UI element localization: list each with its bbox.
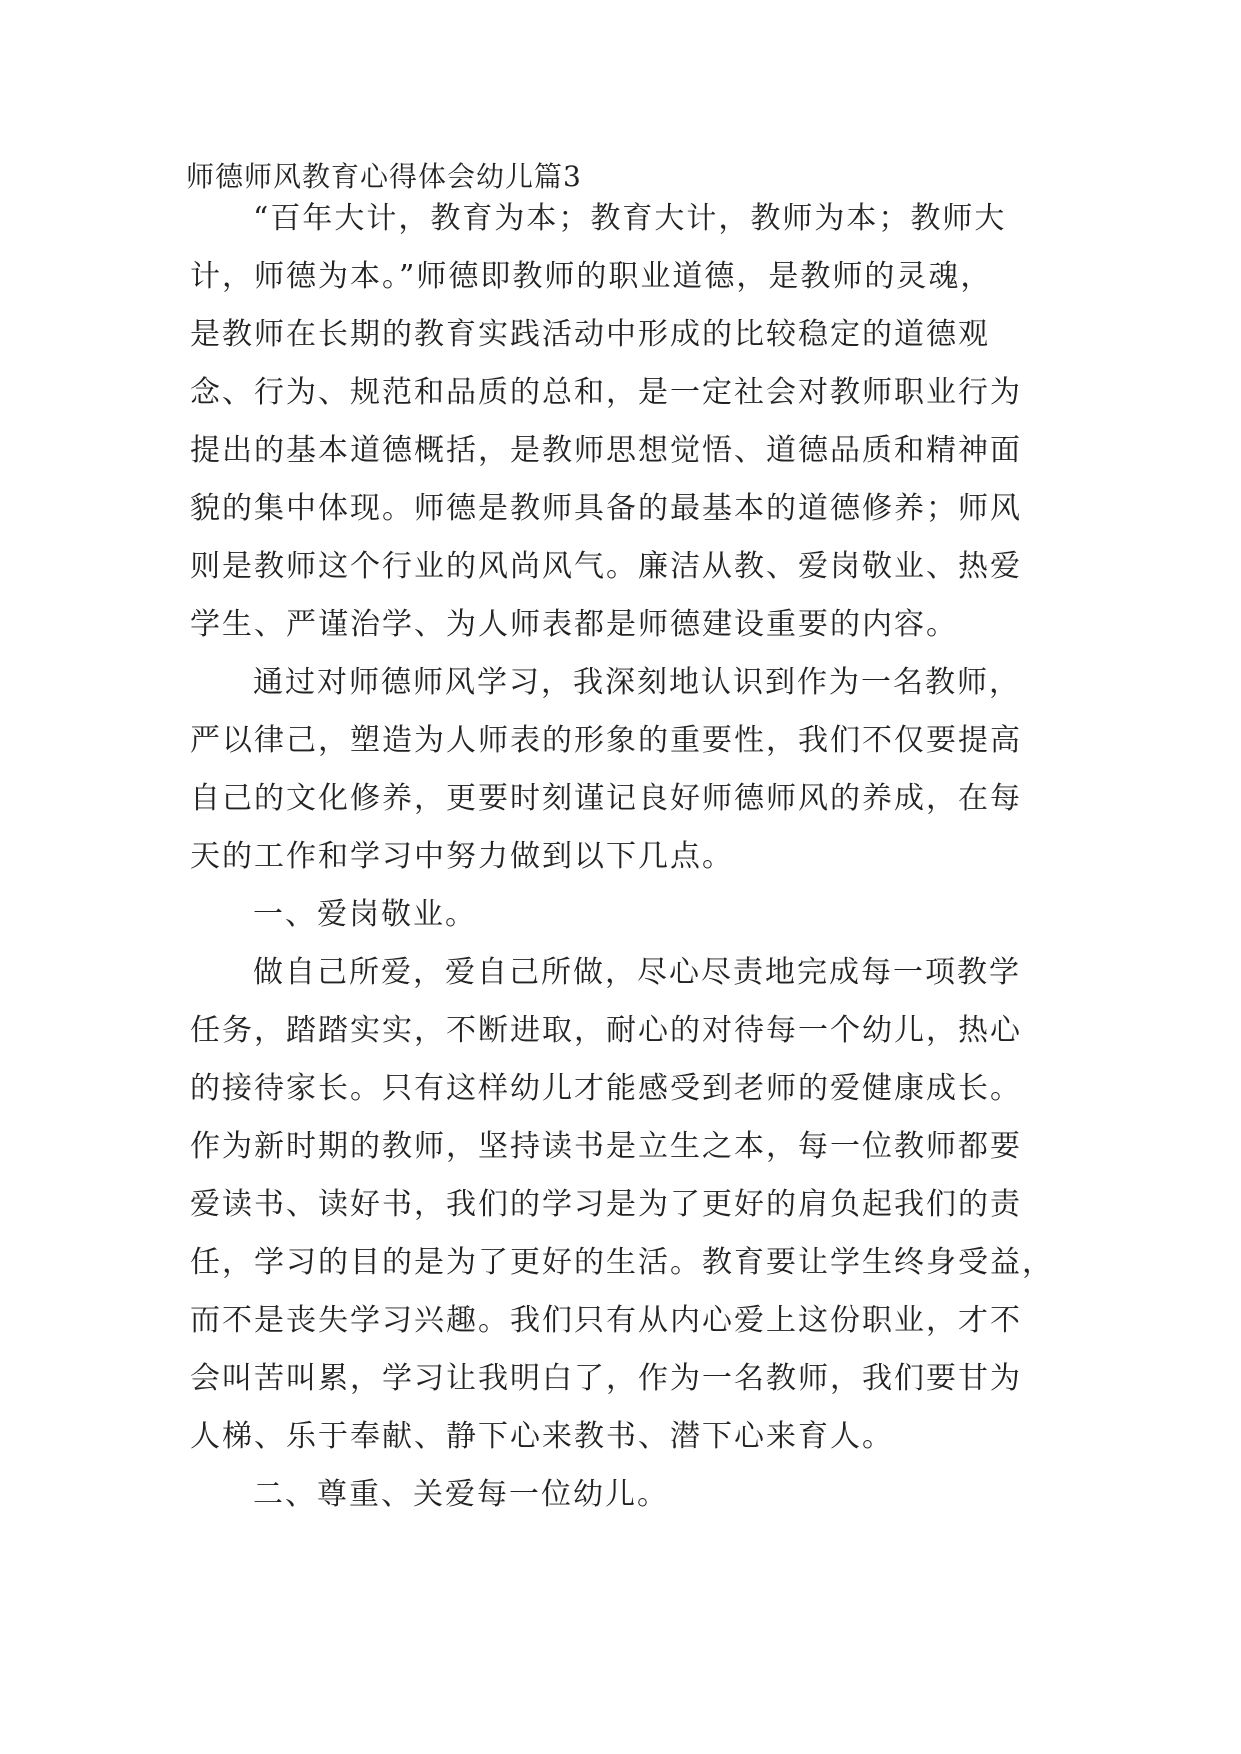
- text-line: 做自己所爱，爱自己所做，尽心尽责地完成每一项教学: [253, 955, 1021, 990]
- text-line: 会叫苦叫累，学习让我明白了，作为一名教师，我们要甘为: [190, 1361, 1022, 1396]
- text-line: 而不是丧失学习兴趣。我们只有从内心爱上这份职业，才不: [190, 1303, 1022, 1338]
- text-line: 人梯、乐于奉献、静下心来教书、潜下心来育人。: [190, 1419, 894, 1454]
- text-line: 任，学习的目的是为了更好的生活。教育要让学生终身受益，: [190, 1245, 1054, 1280]
- text-line: “百年大计，教育为本；教育大计，教师为本；教师大: [253, 201, 1007, 236]
- text-line: 天的工作和学习中努力做到以下几点。: [190, 839, 734, 874]
- text-line: 则是教师这个行业的风尚风气。廉洁从教、爱岗敬业、热爱: [190, 549, 1022, 584]
- text-line: 念、行为、规范和品质的总和，是一定社会对教师职业行为: [190, 375, 1022, 410]
- text-line: 是教师在长期的教育实践活动中形成的比较稳定的道德观: [190, 317, 990, 352]
- text-line: 作为新时期的教师，坚持读书是立生之本，每一位教师都要: [190, 1129, 1022, 1164]
- text-line: 学生、严谨治学、为人师表都是师德建设重要的内容。: [190, 607, 958, 642]
- document-title: 师德师风教育心得体会幼儿篇3: [186, 160, 582, 193]
- text-line: 貌的集中体现。师德是教师具备的最基本的道德修养；师风: [190, 491, 1022, 526]
- text-line: 计，师德为本。”师德即教师的职业道德，是教师的灵魂，: [190, 259, 993, 294]
- text-line: 严以律己，塑造为人师表的形象的重要性，我们不仅要提高: [190, 723, 1022, 758]
- text-line: 自己的文化修养，更要时刻谨记良好师德师风的养成，在每: [190, 781, 1022, 816]
- text-line: 提出的基本道德概括，是教师思想觉悟、道德品质和精神面: [190, 433, 1022, 468]
- text-line: 的接待家长。只有这样幼儿才能感受到老师的爱健康成长。: [190, 1071, 1022, 1106]
- text-line: 通过对师德师风学习，我深刻地认识到作为一名教师，: [253, 665, 1021, 700]
- section-heading: 一、爱岗敬业。: [253, 897, 477, 932]
- section-heading: 二、尊重、关爱每一位幼儿。: [253, 1477, 669, 1512]
- text-line: 任务，踏踏实实，不断进取，耐心的对待每一个幼儿，热心: [190, 1013, 1022, 1048]
- text-line: 爱读书、读好书，我们的学习是为了更好的肩负起我们的责: [190, 1187, 1022, 1222]
